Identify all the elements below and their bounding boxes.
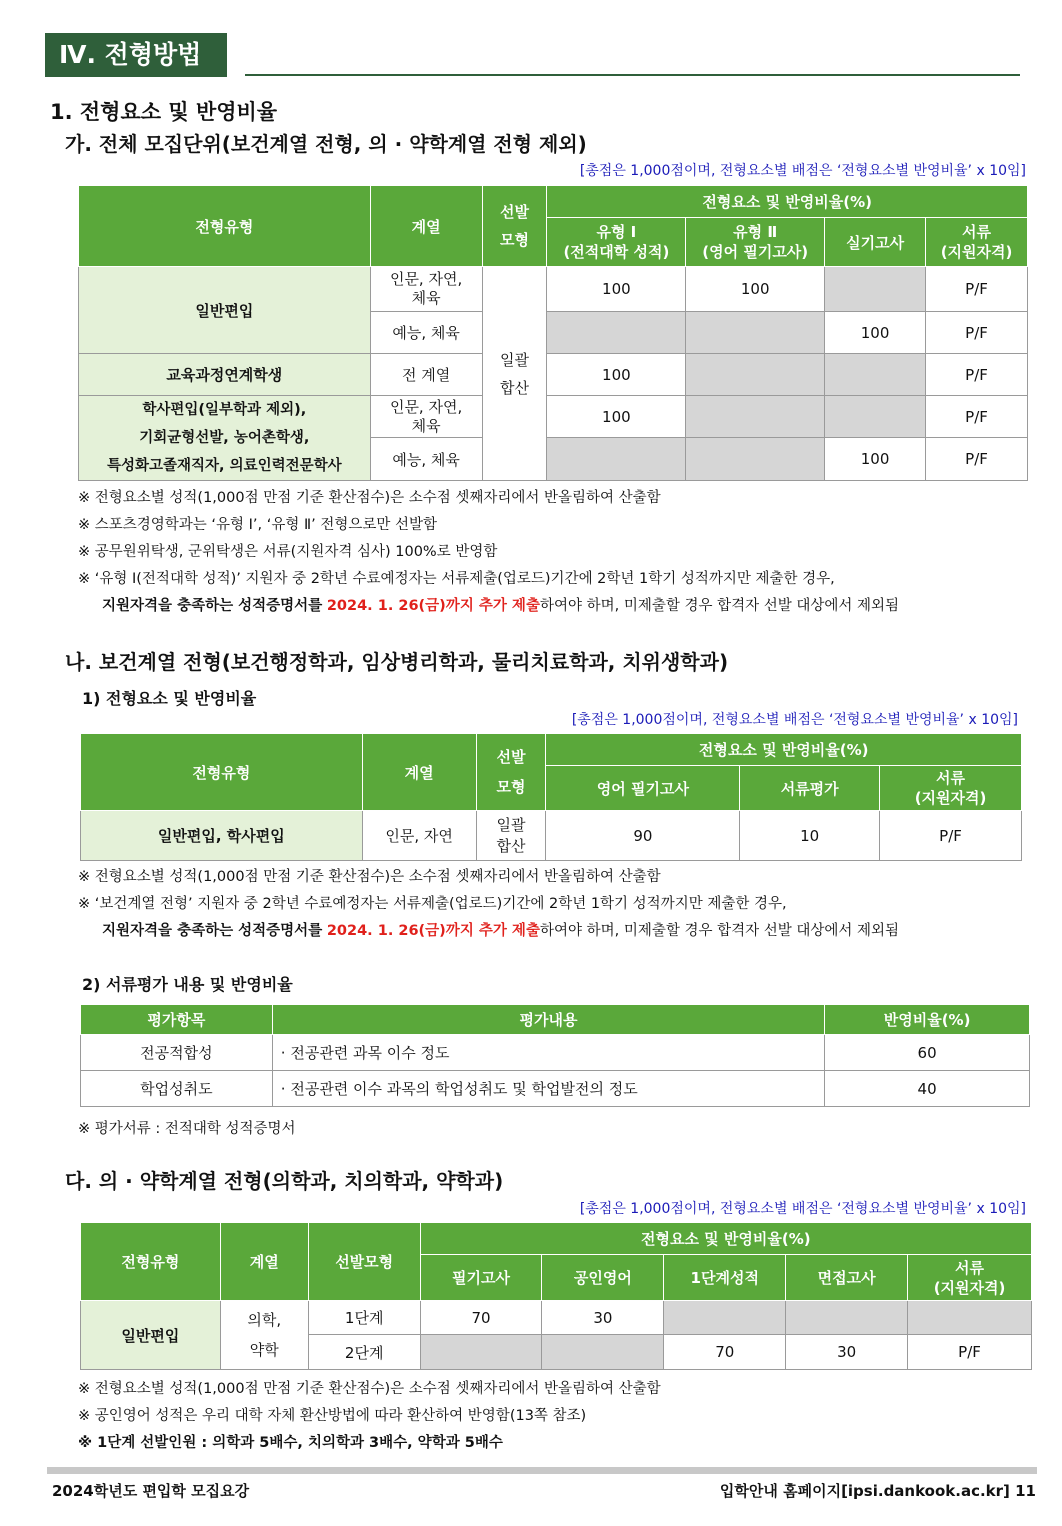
heading-ga: 가. 전체 모집단위(보건계열 전형, 의 · 약학계열 전형 제외)	[65, 132, 587, 156]
row-label-curriculum: 교육과정연계학생	[79, 354, 371, 396]
cell-value: 70	[420, 1301, 542, 1335]
note: ※ 공무원위탁생, 군위탁생은 서류(지원자격 심사) 100%로 반영함	[78, 544, 498, 560]
header-series: 계열	[370, 186, 482, 267]
cell-series: 예능, 체육	[370, 438, 482, 481]
header-practical: 실기고사	[825, 218, 926, 267]
cell-series: 전 계열	[370, 354, 482, 396]
header-type: 전형유형	[79, 186, 371, 267]
score-note-da: [총점은 1,000점이며, 전형요소별 배점은 ‘전형요소별 반영비율’ x 10임]	[579, 1201, 1026, 1217]
cell-desc: · 전공관련 이수 과목의 학업성취도 및 학업발전의 정도	[272, 1071, 824, 1107]
header-item: 평가항목	[81, 1005, 273, 1035]
cell-value: 100	[547, 396, 686, 438]
cell-empty	[664, 1301, 786, 1335]
header-documents: 서류 (지원자격)	[908, 1255, 1032, 1301]
heading-da: 다. 의 · 약학계열 전형(의학과, 치의학과, 약학과)	[65, 1169, 504, 1193]
table-da	[80, 1222, 1032, 1370]
section-divider	[245, 74, 1020, 76]
cell-empty	[825, 396, 926, 438]
footer-title: 2024학년도 편입학 모집요강	[52, 1482, 250, 1500]
cell-value: P/F	[926, 267, 1028, 312]
cell-value: P/F	[880, 811, 1022, 861]
cell-value: P/F	[926, 396, 1028, 438]
note: ※ 스포츠경영학과는 ‘유형 Ⅰ’, ‘유형 Ⅱ’ 전형으로만 선발함	[78, 517, 438, 533]
deadline-text: 2024. 1. 26(금)까지 추가 제출	[326, 923, 540, 939]
cell-model: 2단계	[308, 1335, 420, 1370]
cell-empty	[547, 438, 686, 481]
header-type: 전형유형	[81, 734, 363, 811]
notes-ga	[78, 485, 899, 620]
cell-value: 70	[664, 1335, 786, 1370]
row-label-general: 일반편입	[81, 1301, 221, 1370]
note-text: 하여야 하며, 미제출할 경우 합격자 선발 대상에서 제외됨	[539, 923, 899, 939]
heading-na: 나. 보건계열 전형(보건행정학과, 임상병리학과, 물리치료학과, 치위생학과)	[65, 650, 729, 674]
row-label-general: 일반편입	[79, 267, 371, 354]
note: ※ 공인영어 성적은 우리 대학 자체 환산방법에 따라 환산하여 반영함(13쪽 참조)	[78, 1408, 587, 1424]
cell-empty	[825, 267, 926, 312]
header-written-exam: 필기고사	[420, 1255, 542, 1301]
cell-empty	[686, 354, 825, 396]
header-ratio: 전형요소 및 반영비율(%)	[547, 186, 1028, 218]
header-english-exam: 영어 필기고사	[546, 766, 740, 811]
cell-value: P/F	[908, 1335, 1032, 1370]
cell-series: 예능, 체육	[370, 312, 482, 354]
cell-item: 학업성취도	[81, 1071, 273, 1107]
cell-item: 전공적합성	[81, 1035, 273, 1071]
score-note-ga: [총점은 1,000점이며, 전형요소별 배점은 ‘전형요소별 반영비율’ x 10임]	[579, 163, 1026, 179]
row-label-general: 일반편입, 학사편입	[81, 811, 363, 861]
subheading-na-2: 2) 서류평가 내용 및 반영비율	[82, 975, 293, 994]
cell-empty	[547, 312, 686, 354]
cell-series: 의학, 약학	[220, 1301, 308, 1370]
cell-empty	[686, 312, 825, 354]
note: ※ 전형요소별 성적(1,000점 만점 기준 환산점수)은 소수점 셋째자리에서 반올림하여 산출함	[78, 869, 661, 885]
cell-empty	[908, 1301, 1032, 1335]
cell-value: 30	[786, 1335, 908, 1370]
cell-model: 1단계	[308, 1301, 420, 1335]
header-english: 공인영어	[542, 1255, 664, 1301]
header-ratio: 전형요소 및 반영비율(%)	[420, 1223, 1031, 1255]
cell-value: 30	[542, 1301, 664, 1335]
cell-value: 100	[825, 312, 926, 354]
cell-value: 100	[686, 267, 825, 312]
note-emphasis: 지원자격을 충족하는 성적증명서를	[102, 923, 323, 939]
cell-desc: · 전공관련 과목 이수 정도	[272, 1035, 824, 1071]
cell-empty	[686, 438, 825, 481]
footer-homepage: 입학안내 홈페이지[ipsi.dankook.ac.kr] 11	[719, 1482, 1036, 1500]
table-doc-eval	[80, 1004, 1030, 1107]
header-interview: 면접고사	[786, 1255, 908, 1301]
section-title: Ⅳ. 전형방법	[45, 33, 227, 77]
header-type2: 유형 Ⅱ (영어 필기고사)	[686, 218, 825, 267]
cell-empty	[542, 1335, 664, 1370]
cell-model: 일괄 합산	[482, 267, 547, 481]
footer-divider	[47, 1467, 1037, 1474]
note-deadline	[78, 918, 899, 945]
header-model: 선발모형	[308, 1223, 420, 1301]
header-type: 전형유형	[81, 1223, 221, 1301]
header-documents: 서류 (지원자격)	[880, 766, 1022, 811]
header-series: 계열	[220, 1223, 308, 1301]
row-label-bachelor: 학사편입(일부학과 제외), 기회균형선발, 농어촌학생, 특성화고졸재직자, 의료인력전문학사	[79, 396, 371, 481]
notes-na-2	[78, 1116, 296, 1143]
header-ratio: 반영비율(%)	[825, 1005, 1030, 1035]
notes-na	[78, 864, 899, 945]
note-deadline	[78, 593, 899, 620]
cell-series: 인문, 자연, 체육	[370, 396, 482, 438]
note-bold: ※ 1단계 선발인원 : 의학과 5배수, 치의학과 3배수, 약학과 5배수	[78, 1435, 503, 1451]
cell-value: 90	[546, 811, 740, 861]
header-model: 선발 모형	[476, 734, 546, 811]
header-stage1: 1단계성적	[664, 1255, 786, 1301]
cell-value: P/F	[926, 354, 1028, 396]
note: ※ 전형요소별 성적(1,000점 만점 기준 환산점수)은 소수점 셋째자리에서 반올림하여 산출함	[78, 490, 661, 506]
header-ratio: 전형요소 및 반영비율(%)	[546, 734, 1022, 766]
note: ※ ‘유형 Ⅰ(전적대학 성적)’ 지원자 중 2학년 수료예정자는 서류제출(업로드)기간에 2학년 1학기 성적까지만 제출한 경우,	[78, 571, 835, 587]
note: ※ 전형요소별 성적(1,000점 만점 기준 환산점수)은 소수점 셋째자리에서 반올림하여 산출함	[78, 1381, 661, 1397]
cell-value: 10	[740, 811, 880, 861]
cell-series: 인문, 자연	[362, 811, 476, 861]
table-ga	[78, 185, 1028, 481]
cell-value: 100	[825, 438, 926, 481]
note: ※ 평가서류 : 전적대학 성적증명서	[78, 1121, 296, 1137]
cell-value: 100	[547, 267, 686, 312]
header-documents: 서류 (지원자격)	[926, 218, 1028, 267]
cell-value: 40	[825, 1071, 1030, 1107]
note-emphasis: 지원자격을 충족하는 성적증명서를	[102, 598, 323, 614]
header-content: 평가내용	[272, 1005, 824, 1035]
cell-value: 100	[547, 354, 686, 396]
heading-1: 1. 전형요소 및 반영비율	[50, 100, 278, 124]
header-type1: 유형 Ⅰ (전적대학 성적)	[547, 218, 686, 267]
deadline-text: 2024. 1. 26(금)까지 추가 제출	[326, 598, 540, 614]
notes-da	[78, 1376, 661, 1457]
header-model: 선발 모형	[482, 186, 547, 267]
table-na	[80, 733, 1022, 861]
note: ※ ‘보건계열 전형’ 지원자 중 2학년 수료예정자는 서류제출(업로드)기간에 2학년 1학기 성적까지만 제출한 경우,	[78, 896, 787, 912]
subheading-na-1: 1) 전형요소 및 반영비율	[82, 689, 257, 708]
cell-value: 60	[825, 1035, 1030, 1071]
cell-empty	[825, 354, 926, 396]
header-series: 계열	[362, 734, 476, 811]
cell-value: P/F	[926, 312, 1028, 354]
cell-empty	[786, 1301, 908, 1335]
cell-empty	[420, 1335, 542, 1370]
cell-model: 일괄 합산	[476, 811, 546, 861]
cell-value: P/F	[926, 438, 1028, 481]
cell-series: 인문, 자연, 체육	[370, 267, 482, 312]
cell-empty	[686, 396, 825, 438]
note-text: 하여야 하며, 미제출할 경우 합격자 선발 대상에서 제외됨	[539, 598, 899, 614]
score-note-na: [총점은 1,000점이며, 전형요소별 배점은 ‘전형요소별 반영비율’ x 10임]	[571, 712, 1018, 728]
header-doc-eval: 서류평가	[740, 766, 880, 811]
